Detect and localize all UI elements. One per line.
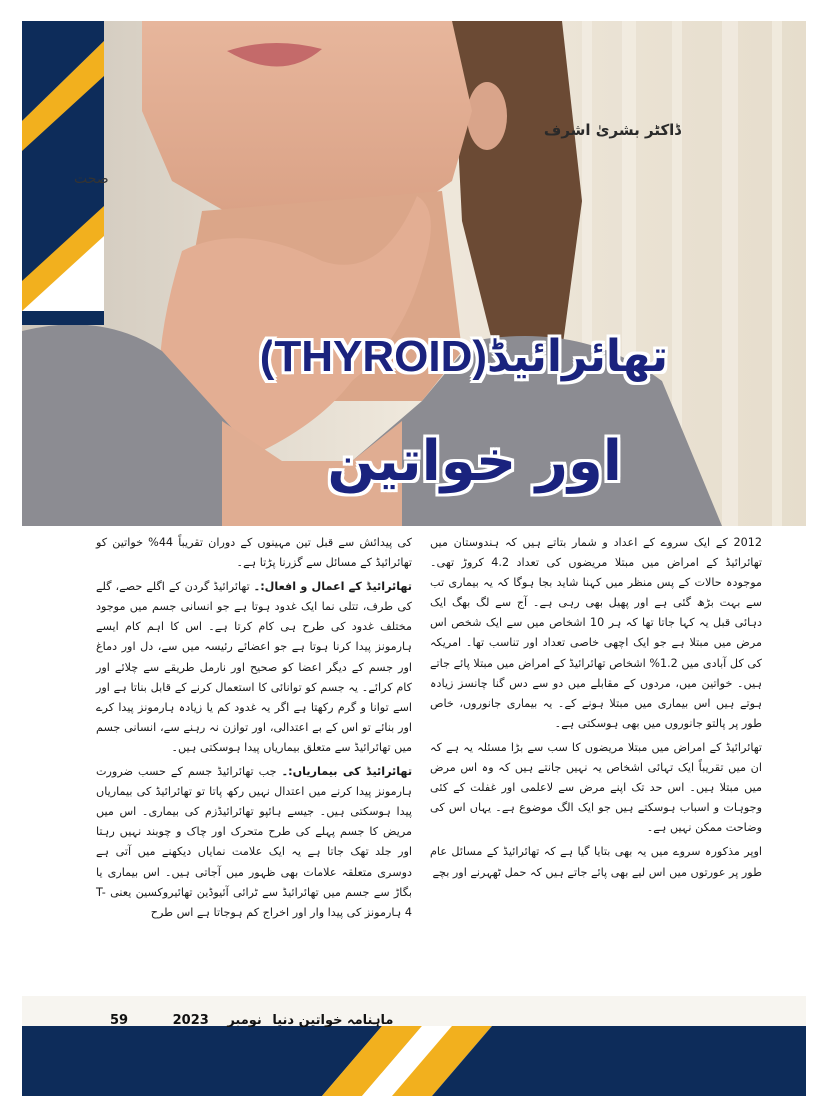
paragraph: [96, 533, 412, 573]
footer-magazine-name: ماہنامہ خواتین دنیا: [272, 1013, 394, 1028]
paragraph-heading: تھائرائیڈ کی بیماریاں:۔: [281, 765, 413, 779]
page-footer: [110, 1013, 393, 1028]
decorative-bottom-ribbon: [22, 996, 806, 1096]
title-urdu-thyroid: تھائرائیڈ: [487, 331, 668, 382]
footer-month: نومبر: [227, 1013, 262, 1028]
paragraph-text: تھائرائیڈ گردن کے اگلے حصے، گلے کی طرف، تتلی نما ایک غدود ہوتا ہے جو انسانی جسم میں موجود مختلف غدود کی طرح ہی کام کرتا ہے۔ اس کا اہم کام ایسے ہارمونز پیدا کرنا ہوتا ہے جو اعضائے رئیسہ میں سے، دل اور دماغ اور جسم کے دیگر اعضا کو صحیح اور نارمل طریقے سے چلائے اور کام کرائے۔ یہ جسم کو توانائی کا استعمال کرنے کے قابل بناتا ہے اور اسے توانا و گرم رکھتا ہے اگر یہ غدود کم یا زیادہ ہارمونز پیدا کرے اور بنائے تو اس کے بے اعتدالی، اور توازن نہ رہنے سے، انسانی جسم میں تھائرائیڈ سے متعلق بیماریاں پیدا ہوسکتی ہیں۔: [96, 580, 412, 754]
paragraph-text: کی پیدائش سے قبل تین مہینوں کے دوران تقریباً 44% خواتین کو تھائرائیڈ کے مسائل سے گزرنا پڑتا ہے۔: [96, 536, 412, 570]
paragraph: [430, 842, 762, 882]
paragraph: [430, 533, 762, 734]
paragraph: [430, 738, 762, 838]
article-title-line2: اور خواتین: [327, 429, 622, 494]
text-column-left: [96, 533, 412, 927]
magazine-page: [22, 21, 806, 1096]
paragraph-text: اوپر مذکورہ سروے میں یہ بھی بتایا گیا ہے کہ تھائرائیڈ کے مسائل عام طور پر عورتوں میں اس لیے بھی پائے جاتے ہیں کہ حمل ٹھہرنے اور بچے: [430, 845, 762, 879]
footer-year: 2023: [172, 1013, 209, 1028]
paragraph: [96, 762, 412, 923]
hero-photo: [22, 21, 806, 526]
article-title-line1: [259, 331, 668, 382]
text-column-right: [430, 533, 762, 887]
paragraph-text: جب تھائرائیڈ جسم کے حسب ضرورت ہارمونز پیدا کرنے میں اعتدال نہیں رکھ پاتا تو تھائرائیڈ کی بیماریاں پیدا ہوسکتی ہیں۔ جیسے ہائپو تھائرائیڈزم کی بیماری۔ اس میں مریض کا جسم پہلے کی طرح متحرک اور چاک و چوبند نہیں رہتا اور جلد تھک جاتا ہے یہ ایک علامت نمایاں دیکھنے میں آتی ہے دوسری متعلقہ علامات بھی ظہور میں آجاتی ہیں۔ اس بیماری یا بگاڑ سے جسم میں تھائرائیڈ سے ٹرائی آئیوڈین تھائیروکسین یعنی T-4 ہارمونز کی پیدا وار اور اخراج کم ہوجاتا ہے اس طرح: [96, 765, 412, 919]
paragraph-text: تھائرائیڈ کے امراض میں مبتلا مریضوں کا سب سے بڑا مسئلہ یہ ہے کہ ان میں تقریباً ایک تہائی اشخاص یہ نہیں جانتے ہیں کہ وہ اس مرض میں مبتلا ہیں۔ اس حد تک اپنے مرض سے لاعلمی اور غفلت کے کئی وجوہات و اسباب ہوسکتے ہیں جو ایک الگ موضوع ہے۔ یہاں اس کی وضاحت ممکن نہیں ہے۔: [430, 740, 762, 835]
paragraph: [96, 577, 412, 758]
paragraph-text: 2012 کے ایک سروے کے اعداد و شمار بتاتے ہیں کہ ہندوستان میں تھائرائیڈ کے امراض میں مبتلا مریضوں کی تعداد 4.2 کروڑ تھی۔ موجودہ حالات کے پس منظر میں کہنا شاید بجا ہوگا کہ یہ بیماری تب سے بہت بڑھ گئی ہے اور پھیل بھی رہی ہے۔ آج سے لگ بھگ ایک دہائی قبل یہ کہا جاتا تھا کہ ہر 10 اشخاص میں سے ایک شخص اس مرض میں مبتلا ہے جو ایک اچھی خاصی تعداد اور تناسب تھا۔ امریکہ کی کل آبادی میں 1.2% اشخاص تھائرائیڈ کے امراض میں مبتلا پائے جاتے ہیں۔ خواتین میں، مردوں کے مقابلے میں دو سے دس گنا چانسز زیادہ ہوتے ہیں اس بیماری میں مبتلا ہونے کے۔ یہ بیماری جانوروں، خاص طور پر پالتو جانوروں میں بھی ہوسکتی ہے۔: [430, 536, 763, 730]
author-name: ڈاکٹر بشریٰ اشرف: [543, 121, 681, 139]
footer-page-number: 59: [110, 1013, 129, 1028]
paragraph-heading: تھائرائیڈ کے اعمال و افعال:۔: [253, 580, 413, 594]
title-english-thyroid: (THYROID): [259, 332, 488, 381]
section-mark: صحت: [74, 171, 109, 187]
